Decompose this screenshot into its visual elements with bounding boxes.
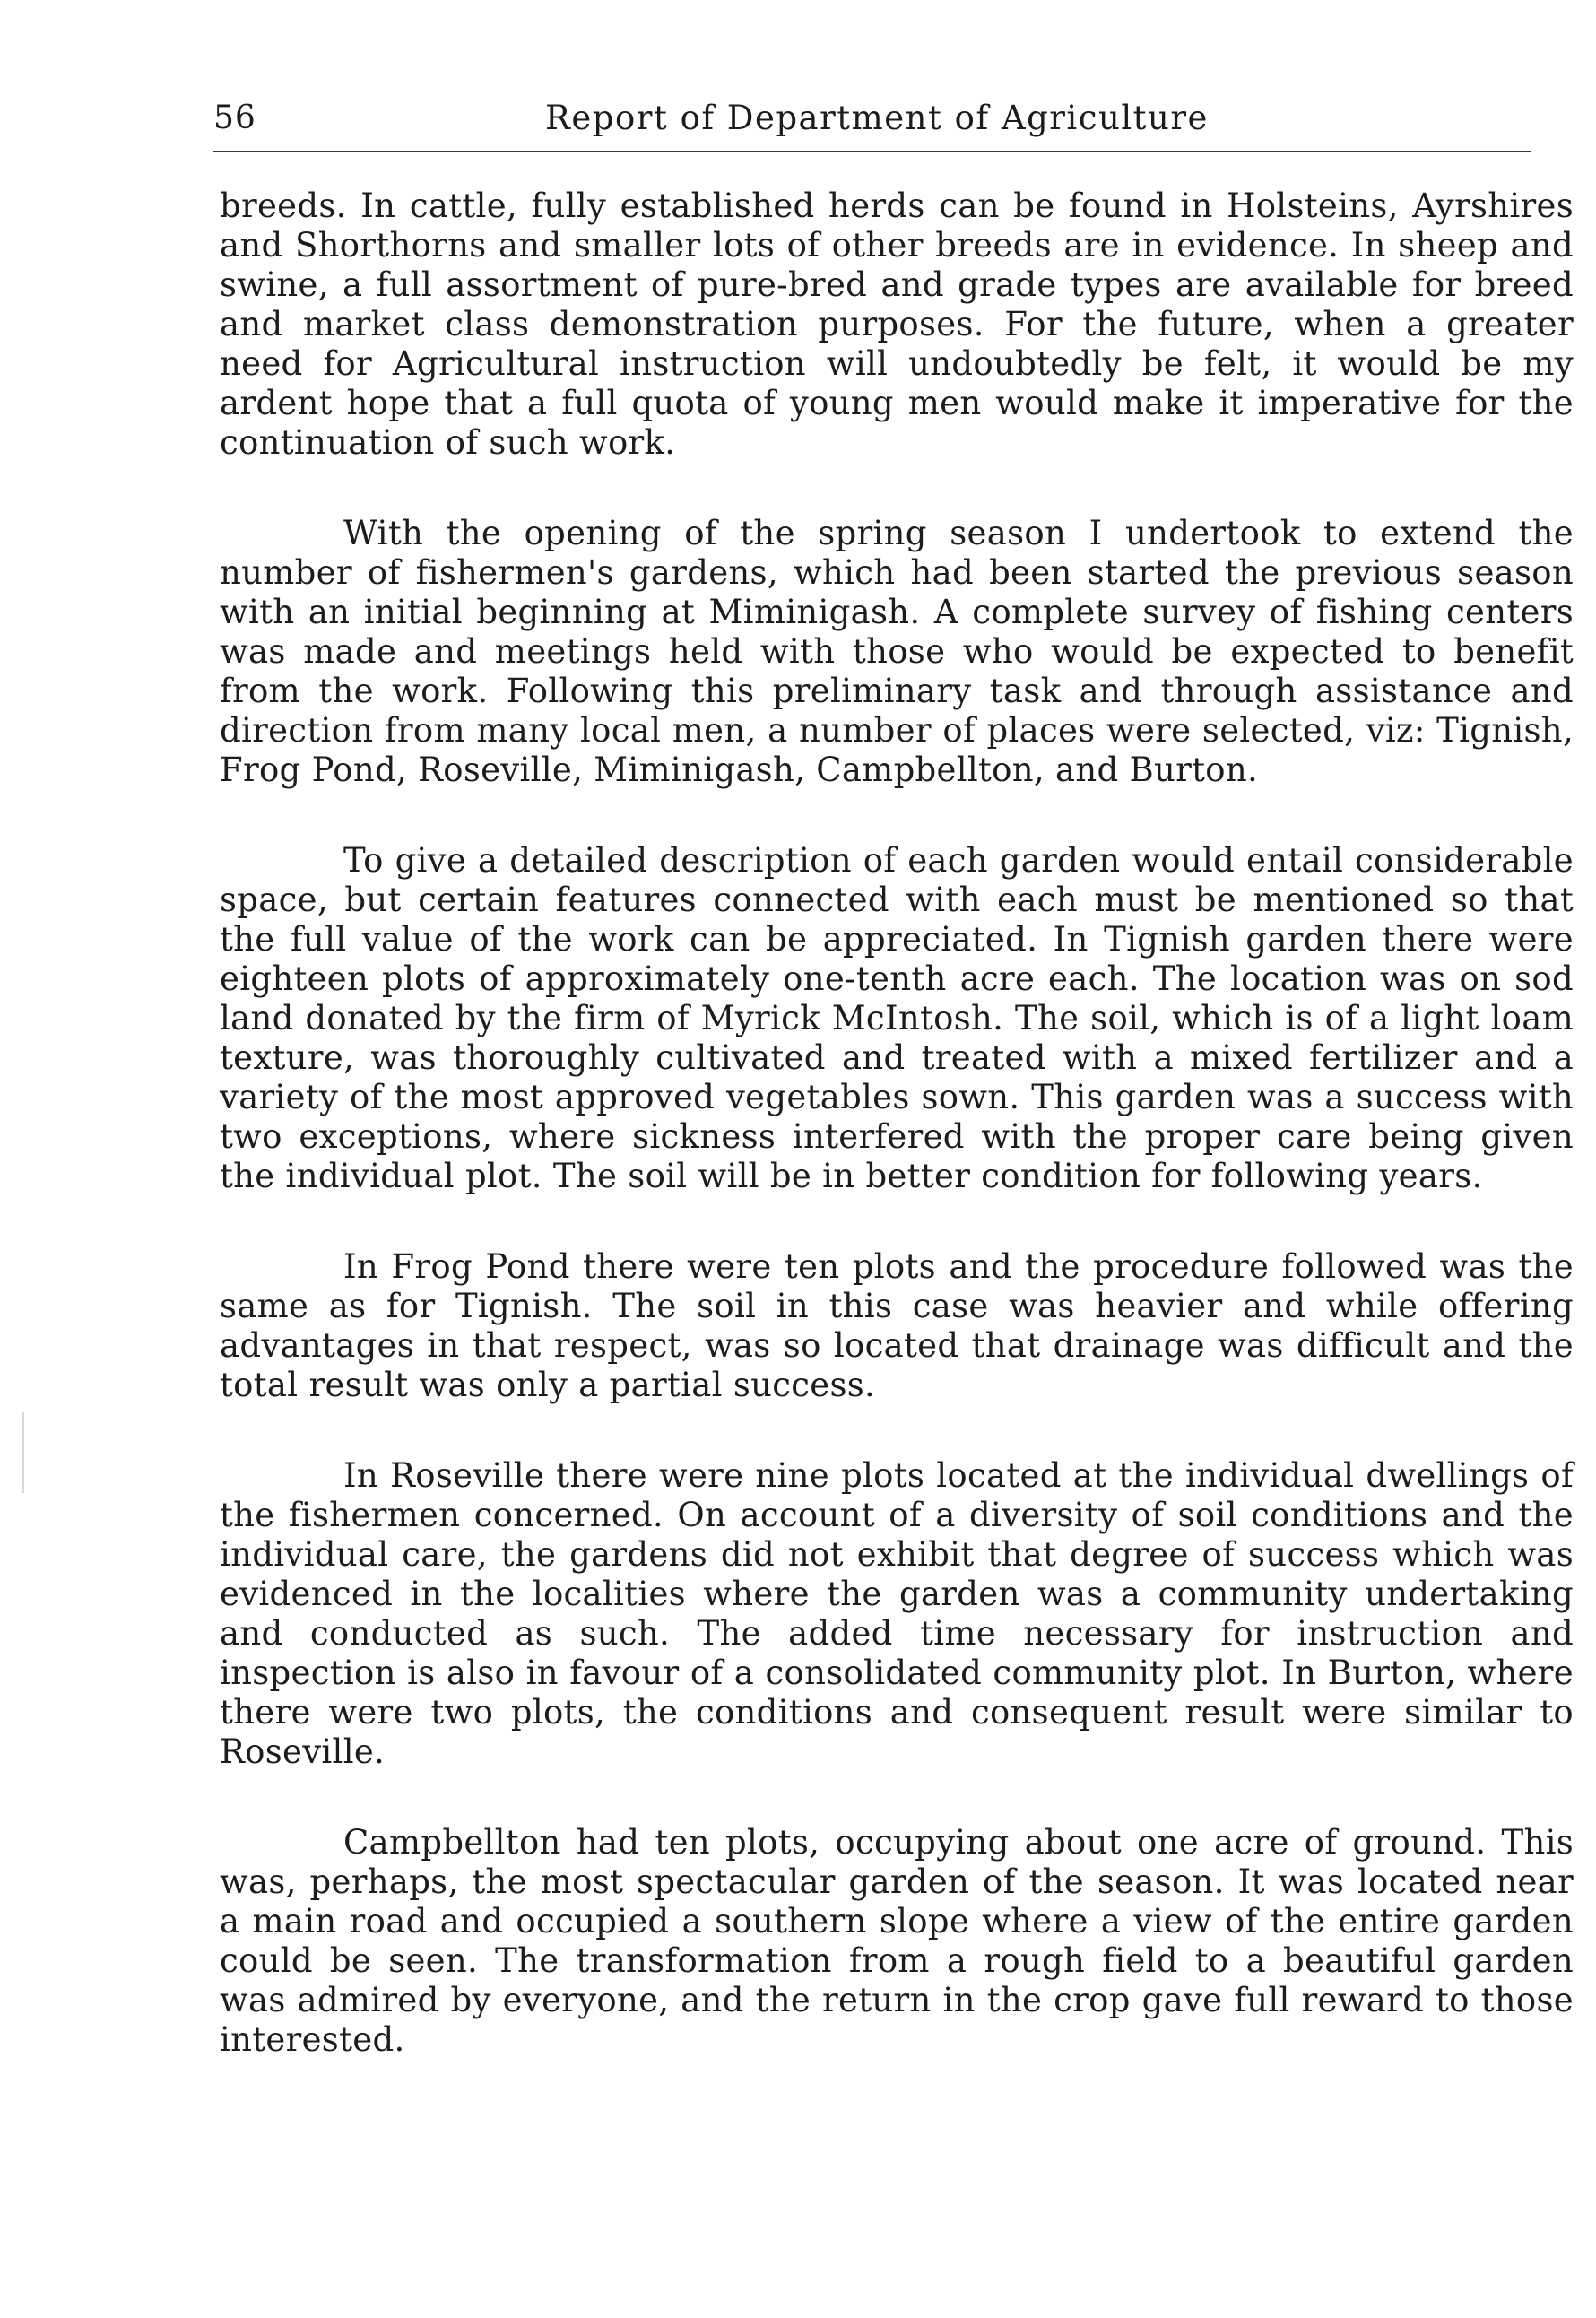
running-title: Report of Department of Agriculture <box>545 99 1209 137</box>
paragraph-roseville-burton: In Roseville there were nine plots located at the individual dwellings of the fishermen concerned. On account of a diversity of soil conditions and the individual care, the gardens did not exhibit that degree of success which was evidenced in the localities where the garden was a community undertaking and conducted as such. The added time necessary for instruction and inspection is also in favour of a consolidated community plot. In Burton, where there were two plots, the conditions and consequent result were similar to Roseville. <box>220 1456 1574 1771</box>
paragraph-continuation: breeds. In cattle, fully established herds can be found in Holsteins, Ayrshires and Shorthorns and smaller lots of other breeds are in evidence. In sheep and swine, a full assortment of pure-bred and grade types are available for breed and market class demonstration purposes. For the future, when a greater need for Agricultural instruction will undoubtedly be felt, it would be my ardent hope that a full quota of young men would make it imperative for the continuation of such work. <box>220 187 1574 462</box>
paragraph-fishermens-gardens: With the opening of the spring season I undertook to extend the number of fishermen's gardens, which had been started the previous season with an initial beginning at Miminigash. A complete survey of fishing centers was made and meetings held with those who would be expected to benefit from the work. Following this preliminary task and through assistance and direction from many local men, a number of places were selected, viz: Tignish, Frog Pond, Roseville, Miminigash, Campbellton, and Burton. <box>220 514 1574 789</box>
paragraph-campbellton: Campbellton had ten plots, occupying about one acre of ground. This was, perhaps, the most spectacular garden of the season. It was located near a main road and occupied a southern slope where a view of the entire garden could be seen. The transformation from a rough field to a beautiful garden was admired by everyone, and the return in the crop gave full reward to those interested. <box>220 1823 1574 2059</box>
page-number: 56 <box>213 100 256 136</box>
paragraph-frog-pond: In Frog Pond there were ten plots and the procedure followed was the same as for Tignish. The soil in this case was heavier and while offering advantages in that respect, was so located that drainage was difficult and the total result was only a partial success. <box>220 1247 1574 1404</box>
margin-mark <box>22 1412 24 1493</box>
page-header <box>213 97 1540 151</box>
paragraph-tignish-garden: To give a detailed description of each garden would entail considerable space, but certain features connected with each must be mentioned so that the full value of the work can be appreciated. In Tignish garden there were eighteen plots of approximately one-tenth acre each. The location was on sod land donated by the firm of Myrick McIntosh. The soil, which is of a light loam texture, was thoroughly cultivated and treated with a mixed fertilizer and a variety of the most approved vegetables sown. This garden was a success with two exceptions, where sickness interfered with the proper care being given the individual plot. The soil will be in better condition for following years. <box>220 841 1574 1195</box>
body-text <box>220 187 1574 2111</box>
header-rule <box>213 151 1531 152</box>
